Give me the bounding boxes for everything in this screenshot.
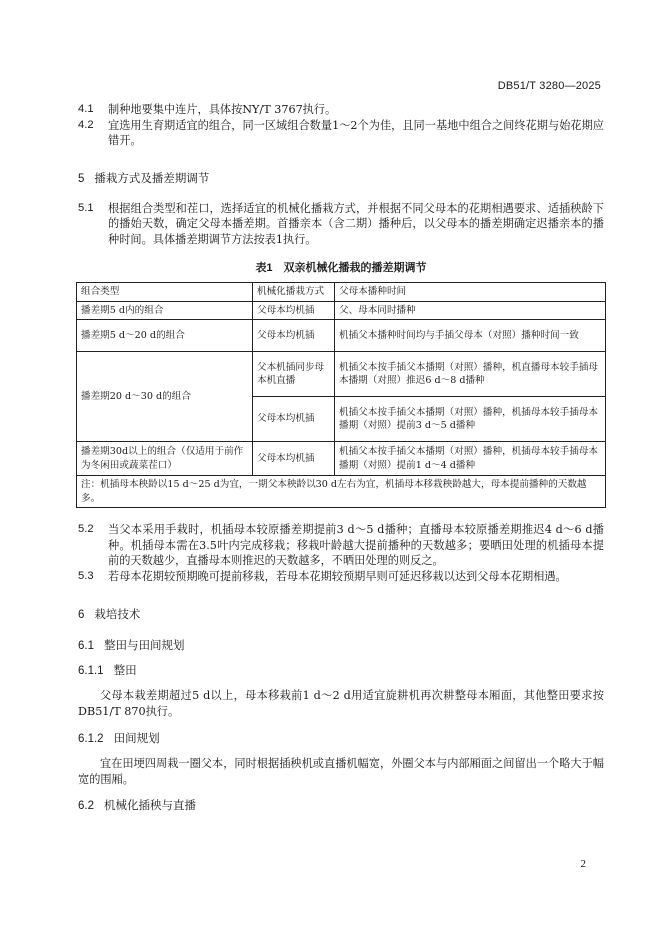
clause-5-2 <box>78 522 604 569</box>
table-cell: 播差期30d以上的组合（仅适用于前作为冬闲田或蔬菜茬口） <box>77 442 253 476</box>
clause-4-2 <box>78 118 604 149</box>
clause-5-3 <box>78 569 604 585</box>
section-6-2-heading <box>78 799 604 814</box>
section-number: 5 <box>78 172 85 185</box>
section-title: 整田 <box>113 665 137 677</box>
clause-text: 若母本花期较预期晚可提前移栽，若母本花期较预期早则可延迟移栽以达到父母本花期相遇。 <box>108 569 567 583</box>
table-cell: 父母本均机插 <box>253 442 335 476</box>
paragraph-6-1-2: 宜在田埂四周栽一圈父本，同时根据插秧机或直播机幅宽，外圈父本与内部厢面之间留出一个略大于幅宽的围厢。 <box>78 757 604 786</box>
clause-text: 根据组合类型和茬口，选择适宜的机械化播栽方式，并根据不同父母本的花期相遇要求、适插秧龄下的播始天数，确定父母本播差期。首播亲本（含二期）播种后，以父母本的播差期确定迟播亲本的播种时间。具体播差期调节方法按表1执行。 <box>108 201 604 246</box>
section-number: 6.1.1 <box>78 665 104 677</box>
table-cell: 父、母本同时播种 <box>335 301 606 320</box>
section-6-1-1-heading <box>78 664 604 679</box>
header-cell: 机械化播栽方式 <box>253 283 335 302</box>
table-header-row <box>77 283 606 302</box>
section-title: 播栽方式及播差期调节 <box>94 172 210 185</box>
clause-4-1 <box>78 102 604 118</box>
clause-number: 4.2 <box>78 118 94 131</box>
section-6-1-heading <box>78 639 604 654</box>
table-cell: 机插父本按手插父本播期（对照）播种，机直播母本较手插母本播期（对照）推迟6 d～8 d播种 <box>335 352 606 397</box>
paragraph-6-1-1: 父母本栽差期超过5 d以上，母本移栽前1 d～2 d用适宜旋耕机再次耕整母本厢面，其他整田要求按DB51/T 870执行。 <box>78 689 604 718</box>
table-row <box>77 352 606 397</box>
table-row <box>77 442 606 476</box>
section-6-heading <box>78 608 604 623</box>
table-row <box>77 301 606 320</box>
table-cell: 播差期5 d内的组合 <box>77 301 253 320</box>
table-note: 注：机插母本秧龄以15 d～25 d为宜，一期父本秧龄以30 d左右为宜，机插母本移栽秧龄越大，母本提前播种的天数越多。 <box>77 476 606 508</box>
clause-5-1 <box>78 201 604 248</box>
sowing-interval-table <box>76 282 606 508</box>
table-cell: 播差期20 d～30 d的组合 <box>77 352 253 442</box>
section-number: 6.1.2 <box>78 733 104 745</box>
header-cell: 组合类型 <box>77 283 253 302</box>
header-cell: 父母本播种时间 <box>335 283 606 302</box>
section-number: 6 <box>78 609 85 621</box>
section-title: 田间规划 <box>113 733 160 745</box>
clause-text: 制种地要集中连片，具体按NY/T 3767执行。 <box>108 103 337 116</box>
table-1-title: 表1 双亲机械化播栽的播差期调节 <box>255 262 427 274</box>
section-5-heading <box>78 172 604 187</box>
clause-text: 当父本采用手栽时，机插母本较原播差期提前3 d～5 d播种；直播母本较原播差期推迟4 d～6 d播种。机插母本需在3.5叶内完成移栽；移栽叶龄越大提前播种的天数越多；要晒田处理的机插母本提前的天数越少，直播母本则推迟的天数越多，不晒田处理的则反之。 <box>108 523 604 567</box>
section-title: 整田与田间规划 <box>104 640 185 652</box>
table-cell: 播差期5 d～20 d的组合 <box>77 320 253 352</box>
table-note-row <box>77 476 606 508</box>
section-title: 栽培技术 <box>94 609 141 621</box>
page-number: 2 <box>580 858 586 870</box>
table-cell: 机插父本按手插父本播期（对照）播种，机插母本较手插母本播期（对照）提前1 d～4 d播种 <box>335 442 606 476</box>
clause-text: 宜选用生育期适宜的组合，同一区域组合数量1～2个为佳，且同一基地中组合之间终花期与始花期应错开。 <box>108 118 604 147</box>
table-cell: 父母本均机插 <box>253 320 335 352</box>
table-cell: 父母本均机插 <box>253 301 335 320</box>
section-title: 机械化插秧与直播 <box>104 800 196 812</box>
clause-number: 5.1 <box>78 201 94 214</box>
table-cell: 父母本均机插 <box>253 397 335 442</box>
table-cell: 机插父本按手插父本播期（对照）播种，机插母本较手插母本播期（对照）提前3 d～5 d播种 <box>335 397 606 442</box>
table-row <box>77 320 606 352</box>
table-cell: 机插父本播种时间均与手插父母本（对照）播种时间一致 <box>335 320 606 352</box>
page-content <box>78 102 604 814</box>
clause-number: 5.3 <box>78 569 94 582</box>
clause-number: 4.1 <box>78 103 94 115</box>
document-code: DB51/T 3280—2025 <box>497 80 601 92</box>
clause-number: 5.2 <box>78 523 94 535</box>
section-number: 6.2 <box>78 800 94 812</box>
section-6-1-2-heading <box>78 732 604 747</box>
section-number: 6.1 <box>78 640 94 652</box>
table-cell: 父本机插同步母本机直播 <box>253 352 335 397</box>
